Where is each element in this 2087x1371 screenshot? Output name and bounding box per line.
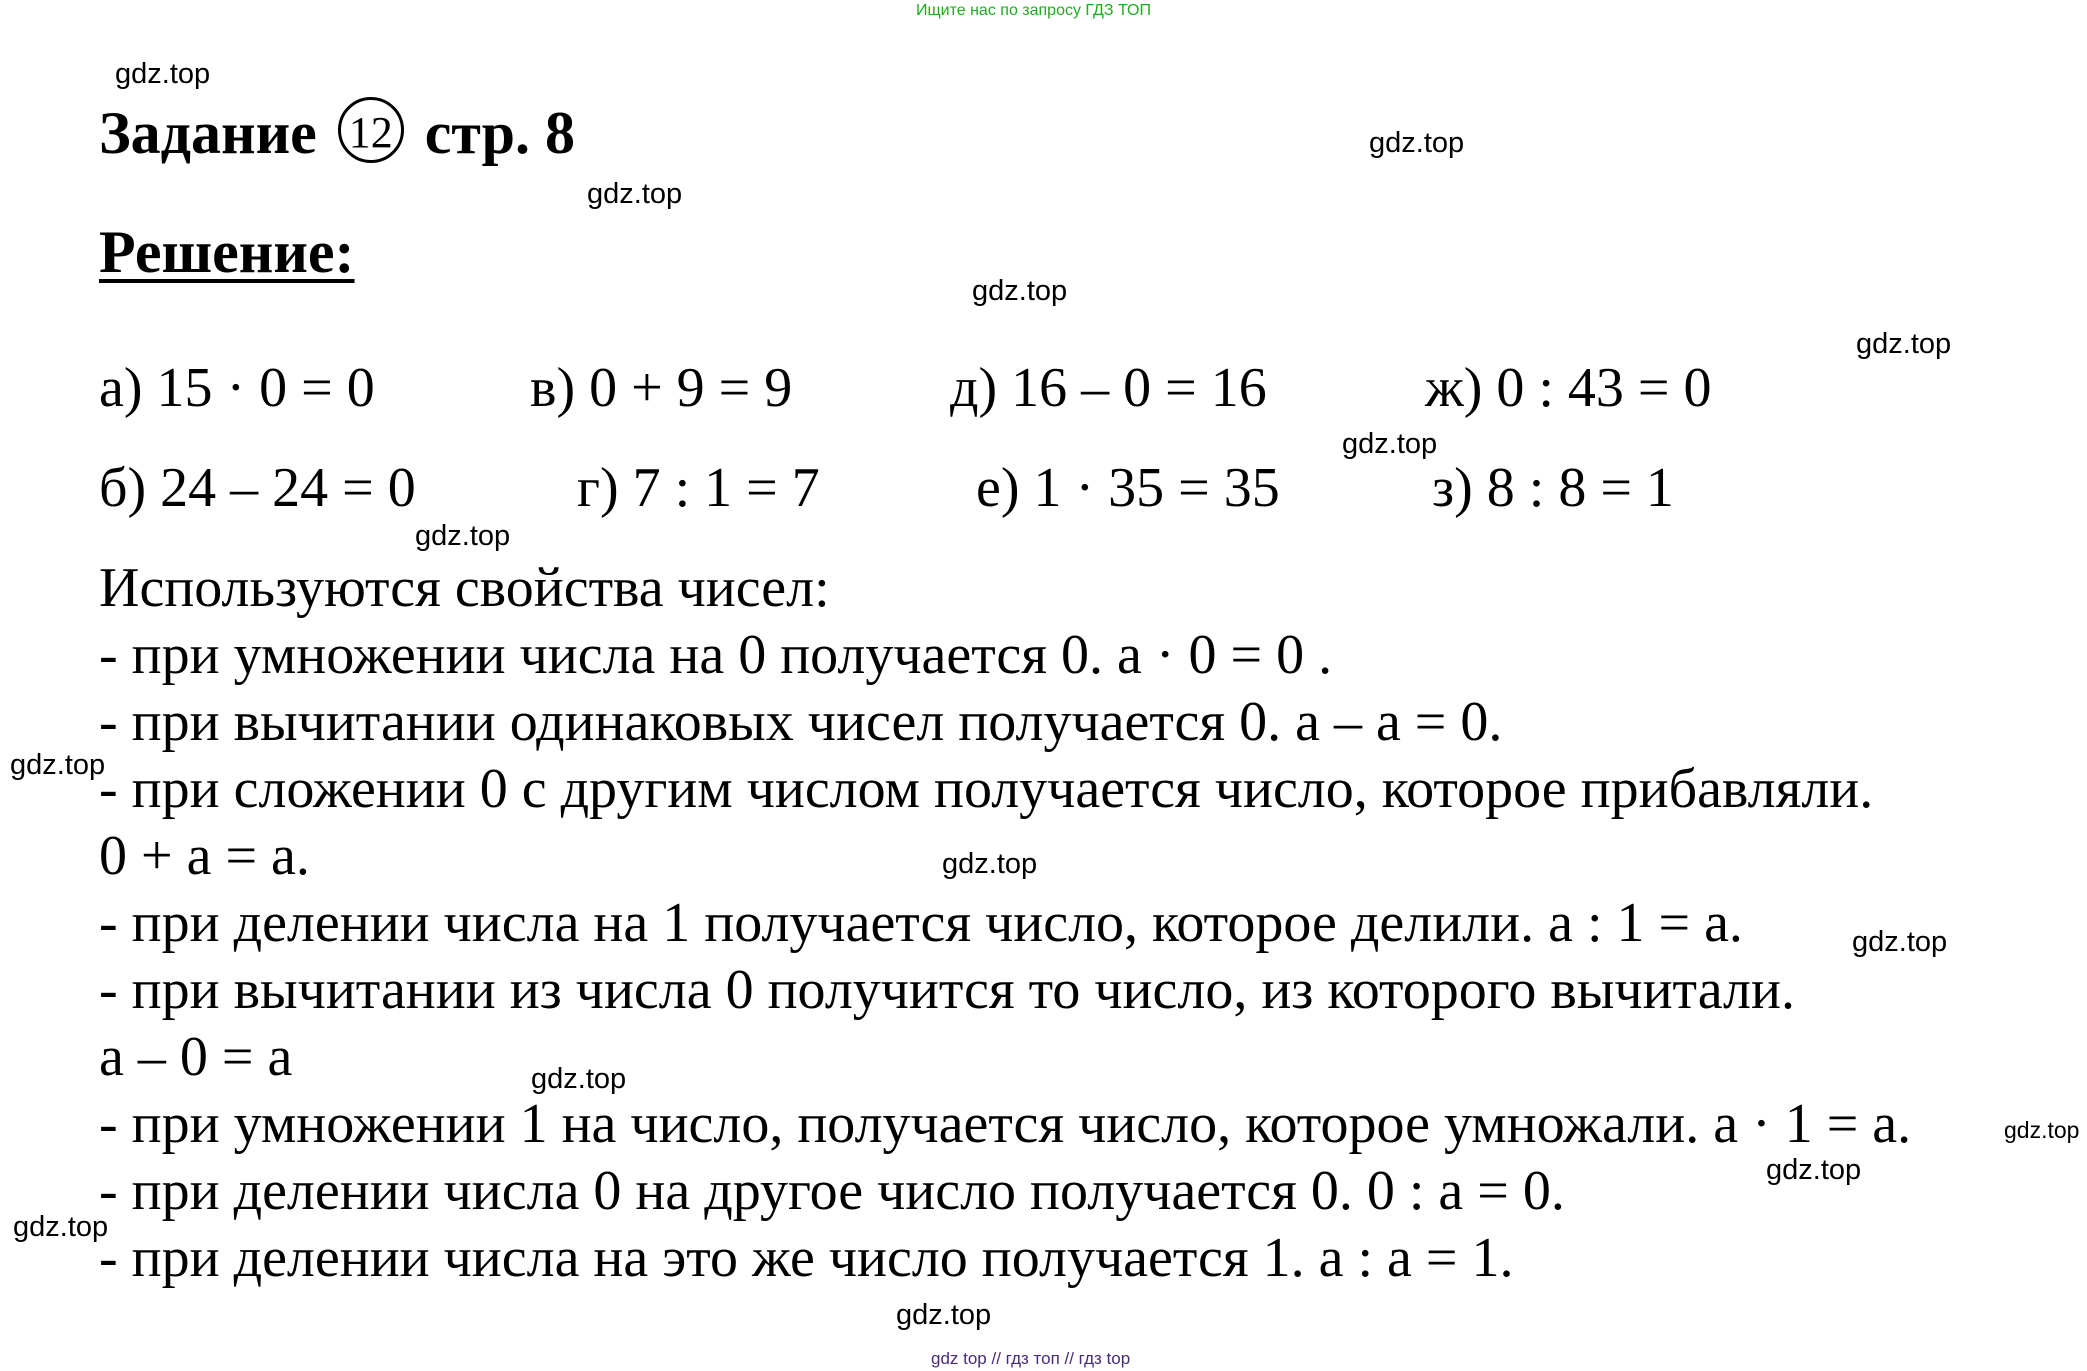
watermark: gdz.top	[1766, 1154, 1862, 1186]
equation-a: а) 15 · 0 = 0	[99, 357, 375, 419]
equation-g: г) 7 : 1 = 7	[577, 457, 820, 519]
title-suffix: стр. 8	[424, 100, 576, 166]
watermark: gdz.top	[587, 178, 683, 210]
equation-zh: ж) 0 : 43 = 0	[1425, 357, 1712, 419]
watermark: gdz.top	[10, 749, 106, 781]
properties-line: - при умножении 1 на число, получается число, которое умножали. а · 1 = а.	[99, 1093, 1912, 1155]
properties-line: Используются свойства чисел:	[99, 557, 830, 619]
properties-line: - при сложении 0 с другим числом получается число, которое прибавляли.	[99, 758, 1874, 820]
watermark: gdz.top	[1856, 328, 1952, 360]
watermark: gdz.top	[115, 58, 211, 90]
page-title	[99, 97, 575, 168]
equation-v: в) 0 + 9 = 9	[530, 357, 793, 419]
properties-line: - при вычитании из числа 0 получится то число, из которого вычитали.	[99, 959, 1795, 1021]
properties-line: - при делении числа на 1 получается число, которое делили. а : 1 = а.	[99, 892, 1743, 954]
equation-z: з) 8 : 8 = 1	[1432, 457, 1674, 519]
watermark: gdz.top	[1342, 428, 1438, 460]
title-prefix: Задание	[99, 100, 317, 166]
watermark: gdz.top	[415, 520, 511, 552]
properties-line: - при делении числа на это же число получается 1. а : а = 1.	[99, 1227, 1514, 1289]
equation-e: е) 1 · 35 = 35	[976, 457, 1280, 519]
properties-line: а – 0 = а	[99, 1026, 293, 1088]
task-number-circle: 12	[338, 97, 404, 163]
equation-b: б) 24 – 24 = 0	[99, 457, 416, 519]
watermark: gdz.top	[2004, 1117, 2080, 1143]
watermark: gdz.top	[531, 1063, 627, 1095]
properties-line: - при умножении числа на 0 получается 0. а · 0 = 0 .	[99, 624, 1333, 686]
watermark: gdz.top	[942, 848, 1038, 880]
properties-line: - при вычитании одинаковых чисел получается 0. а – а = 0.	[99, 691, 1503, 753]
watermark: gdz.top	[972, 275, 1068, 307]
footer-text: gdz top // гдз топ // гдз top	[931, 1349, 1131, 1368]
watermark: gdz.top	[1369, 127, 1465, 159]
watermark: gdz.top	[1852, 926, 1948, 958]
properties-line: - при делении числа 0 на другое число получается 0. 0 : а = 0.	[99, 1160, 1565, 1222]
watermark: gdz.top	[13, 1211, 109, 1243]
equation-d: д) 16 – 0 = 16	[950, 357, 1267, 419]
properties-line: 0 + а = а.	[99, 825, 310, 887]
watermark: gdz.top	[896, 1299, 992, 1331]
top-banner: Ищите нас по запросу ГДЗ ТОП	[916, 2, 1151, 19]
solution-heading: Решение:	[99, 219, 355, 285]
